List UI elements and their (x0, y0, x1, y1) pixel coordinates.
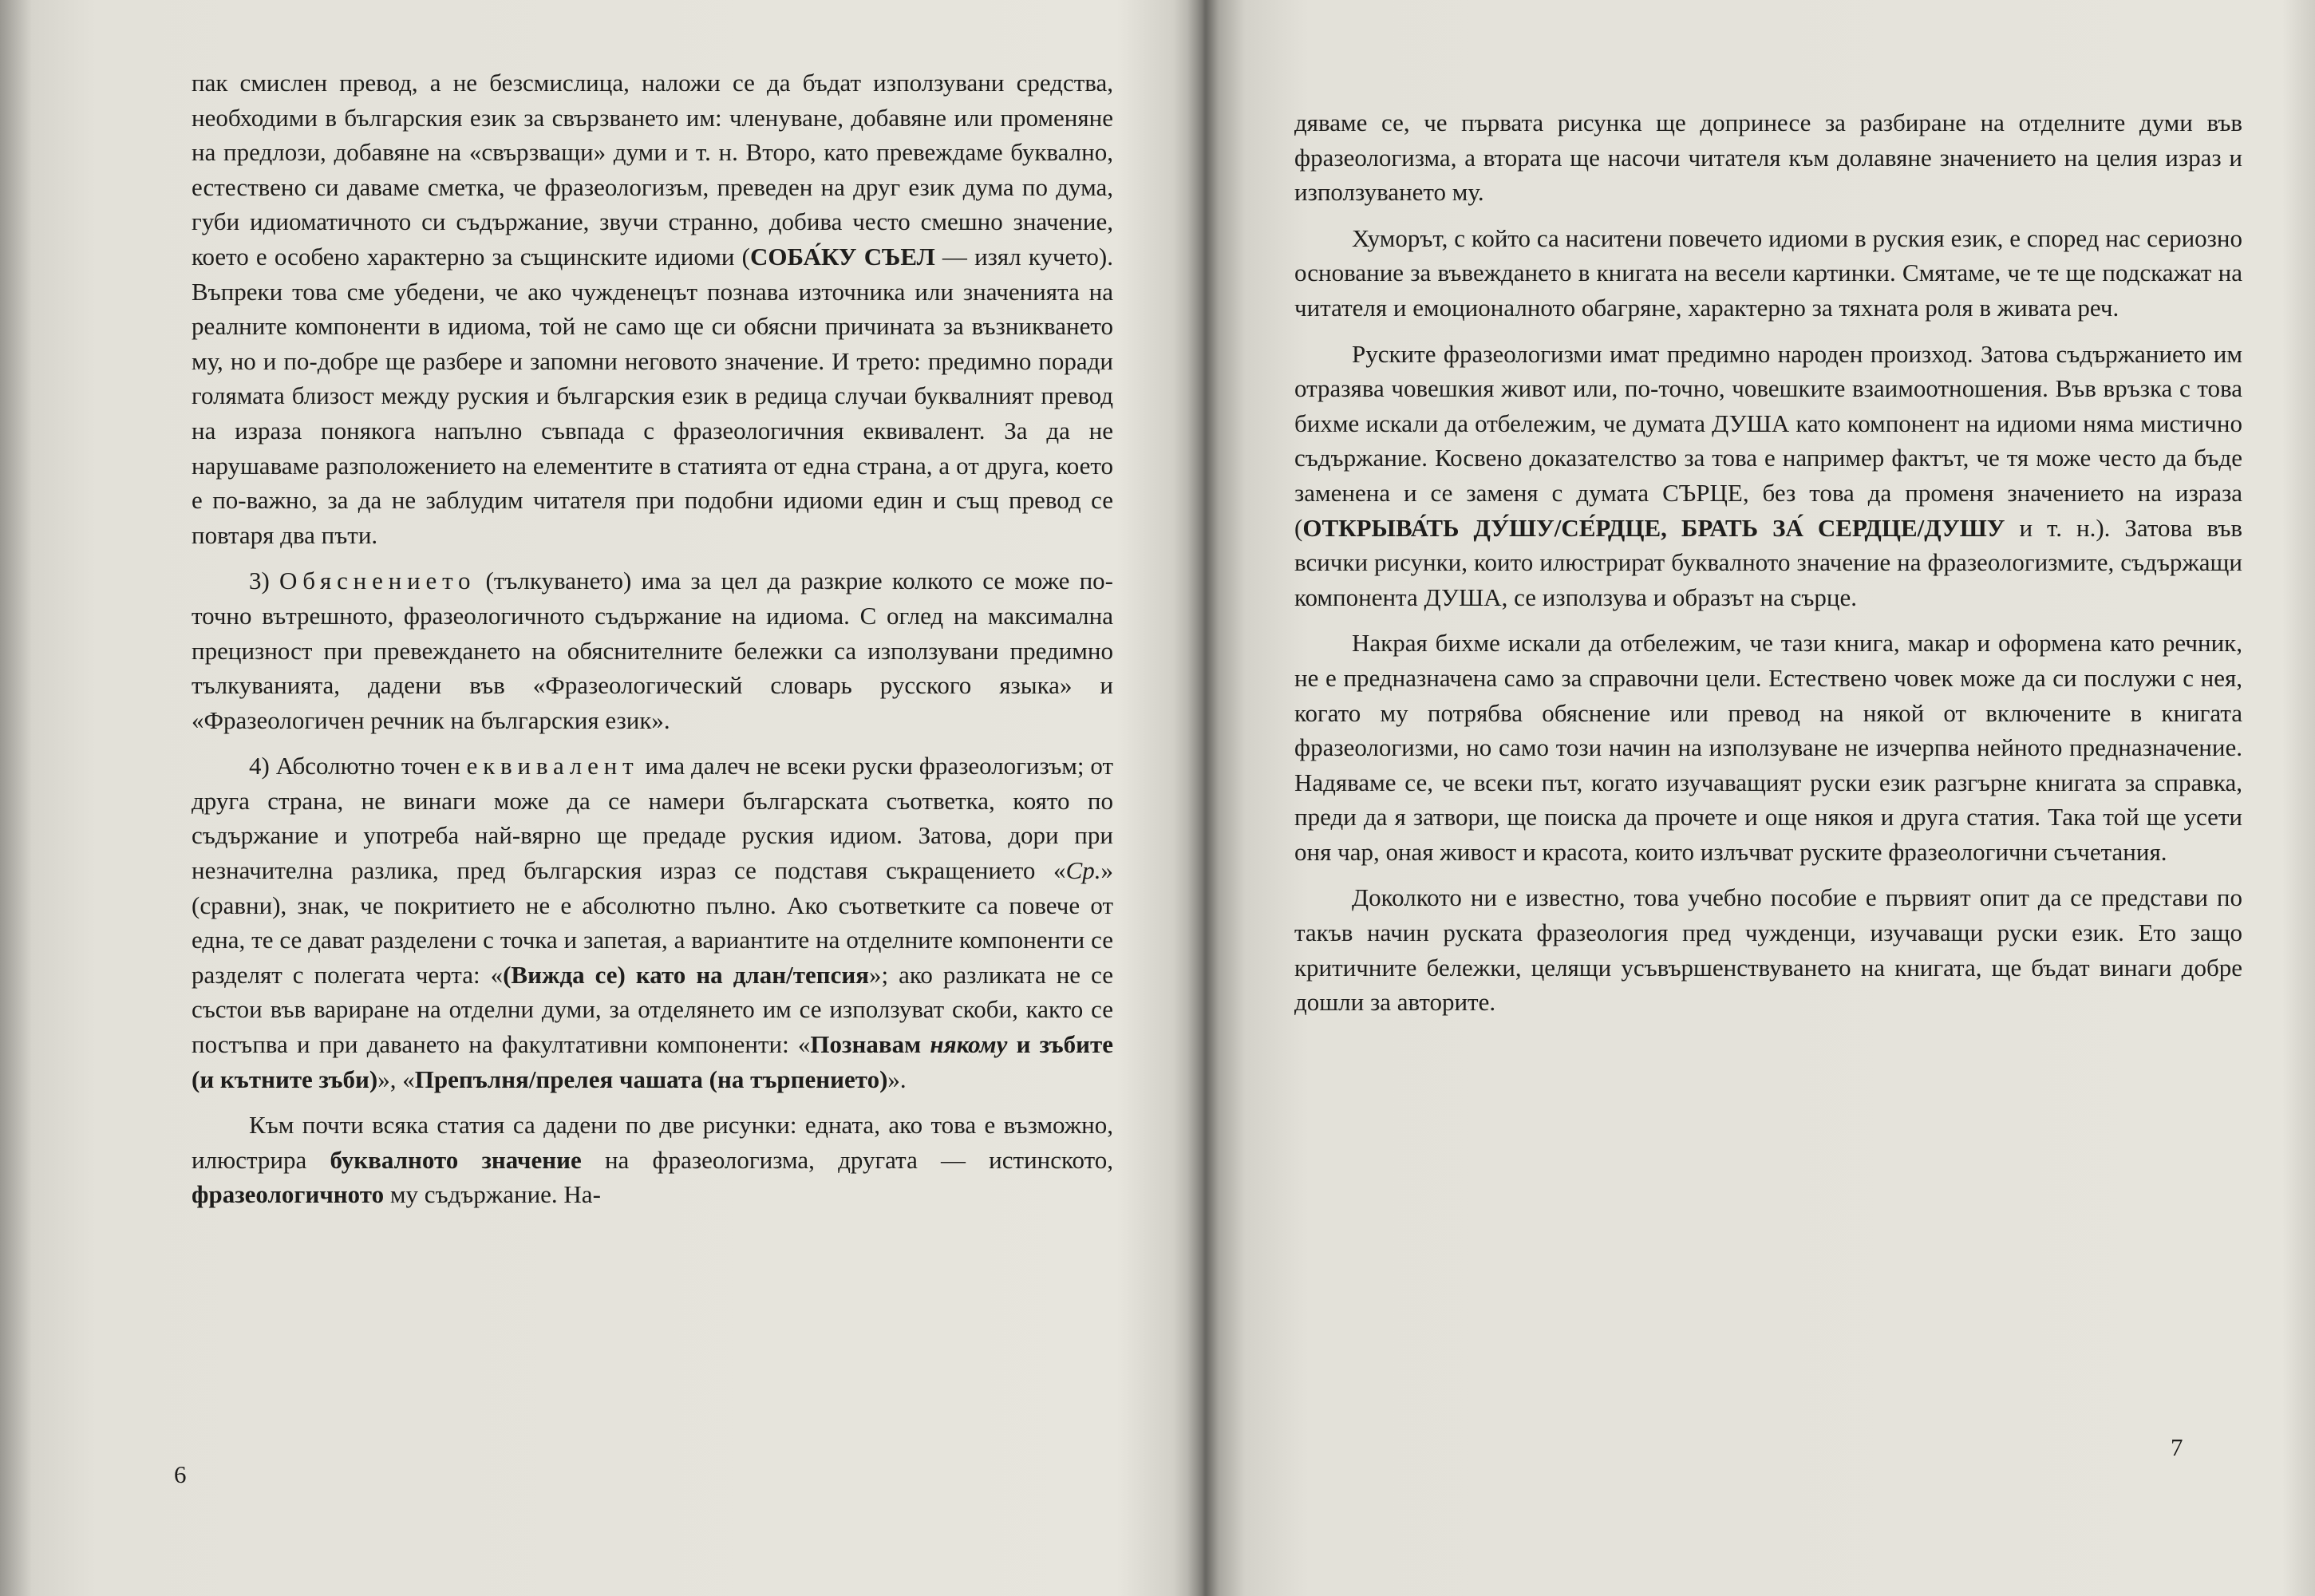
example-dlan-tepsiya: (Вижда се) като на длан/тепсия (503, 960, 869, 989)
right-page (1201, 0, 2315, 1596)
idiom-otkryvat-dushu: ОТКРЫВА́ТЬ ДУ́ШУ/СЕ́РДЦЕ, БРАТЬ ЗА́ СЕРДЦЕ/ДУШУ (1302, 513, 2005, 542)
term-equivalent: еквивалент (466, 752, 639, 780)
example-poznavam: Познавам (810, 1030, 930, 1059)
term-explanation: Обяснението (279, 567, 476, 595)
example-nyakomu: някому (930, 1030, 1008, 1059)
right-paragraph-2: Хуморът, с който са наситени повечето идиоми в руския език, е според нас сериозно основание за въвеждането в книгата на весели картинки. Смятаме, че те ще подскажат на читателя и емоционалното обагряне, характерно за тяхната роля в живата реч. (1294, 223, 2242, 322)
idiom-sobaku-sel: СОБА́КУ СЪЕЛ (749, 242, 935, 271)
right-page-number: 7 (2171, 1433, 2183, 1461)
abbr-sr: Ср. (1065, 856, 1101, 885)
left-paragraph-1: пак смислен превод, а не безсмислица, наложи се да бъдат използувани средства, необходими в българския език за свързването им: членуване, добавяне или променяне на предлози, добавяне на «свързващи» думи и т. н. Второ, като превеждаме буквално, естествено си даваме сметка, че фразеологизъм, преведен на друг език дума по дума, губи идиоматичното си съдържание, звучи странно, добива често смешно значение, което е особено характерно за същинските идиоми (СОБА́КУ СЪЕЛ — изял кучето). Въпреки това сме убедени, че ако чужденецът познава източника или значенията на реалните компоненти в идиома, той не само ще си обясни причината за възникването му, но и по-добре ще разбере и запомни неговото значение. И трето: предимно поради голямата близост между руския и българския език в редица случаи буквалният превод на израза понякога напълно съвпада с фразеологичния еквивалент. За да не нарушаваме разположението на елементите в статията от една страна, а от друга, което е по-важно, за да не заблудим читателя при подобни идиоми един и същ превод се повтаря два пъти. (192, 69, 1113, 549)
right-page-text (1294, 105, 2242, 1020)
left-paragraph-2: 3) Обяснението (тълкуването) има за цел да разкрие колкото се може по-точно вътрешното, фразеологичното съдържание на идиома. С оглед на максимална прецизност при превеждането на обяснителните бележки са използувани предимно тълкуванията, дадени във «Фразеологический словарь русского языка» и «Фразеологичен речник на българския език». (192, 567, 1113, 734)
right-paragraph-4: Накрая бихме искали да отбележим, че тази книга, макар и оформена като речник, не е предназначена само за справочни цели. Естествено човек може да си послужи с нея, когато му потрябва обяснение или превод на някой от включените в книгата фразеологизми, но само този начин на използуване не изчерпва нейното предназначение. Надяваме се, че всеки път, когато изучаващият руски език разгърне книгата за справка, преди да я затвори, ще поиска да прочете и още някоя и друга статия. Така той ще усети оня чар, оная живост и красота, които излъчват руските фразеологични съчетания. (1294, 629, 2242, 866)
left-paragraph-4: Към почти всяка статия са дадени по две рисунки: едната, ако това е възможно, илюстрира буквалното значение на фразеологизма, другата — истинското, фразеологичното му съдържание. На- (192, 1111, 1113, 1209)
example-chashata: Препълня/прелея чашата (на търпението) (414, 1065, 888, 1093)
term-literal-meaning: буквалното значение (330, 1145, 582, 1174)
left-page-number: 6 (174, 1460, 187, 1488)
example-zabite: и зъбите (и кътните зъби) (192, 1030, 1114, 1093)
term-phraseological: фразеологичното (192, 1180, 385, 1209)
right-paragraph-1: дяваме се, че първата рисунка ще допринесе за разбиране на отделните думи във фразеологизма, а втората ще насочи читателя към долавяне значението на целия израз и използуването му. (1294, 109, 2242, 207)
left-page-text (192, 65, 1113, 1212)
right-paragraph-5: Доколкото ни е известно, това учебно пособие е първият опит да се представи по такъв начин руската фразеология пред чужденци, изучаващи руски език. Ето защо критичните бележки, целящи усъвършенствуването на книгата, ще бъдат винаги добре дошли за авторите. (1294, 883, 2242, 1017)
right-paragraph-3: Руските фразеологизми имат предимно народен произход. Затова съдържанието им отразява човешкия живот или, по-точно, човешките взаимоотношения. Във връзка с това бихме искали да отбележим, че думата ДУША като компонент на идиоми няма мистично съдържание. Косвено доказателство за това е например фактът, че тя може често да бъде заменена и се заменя с думата СЪРЦЕ, без това да променя значението на израза (ОТКРЫВА́ТЬ ДУ́ШУ/СЕ́РДЦЕ, БРАТЬ ЗА́ СЕРДЦЕ/ДУШУ и т. н.). Затова във всички рисунки, които илюстрират буквалното значение на фразеологизмите, съдържащи компонента ДУША, се използува и образът на сърце. (1294, 339, 2242, 611)
left-paragraph-3: 4) Абсолютно точен еквивалент има далеч не всеки руски фразеологизъм; от друга страна, не винаги може да се намери българската съответка, която по съдържание и употреба най-вярно ще предаде руския идиом. Затова, дори при незначителна разлика, пред българския израз се подставя съкращението «Ср.» (сравни), знак, че покритието не е абсолютно пълно. Ако съответките са повече от една, те се дават разделени с точка и запетая, а вариантите на отделните компоненти се разделят с полегата черта: «(Вижда се) като на длан/тепсия»; ако разликата не се състои във вариране на отделни думи, за отделянето им се използуват скоби, както се постъпва и при даването на факултативни компоненти: «Познавам някому и зъбите (и кътните зъби)», «Препълня/прелея чашата (на търпението)». (192, 752, 1114, 1093)
